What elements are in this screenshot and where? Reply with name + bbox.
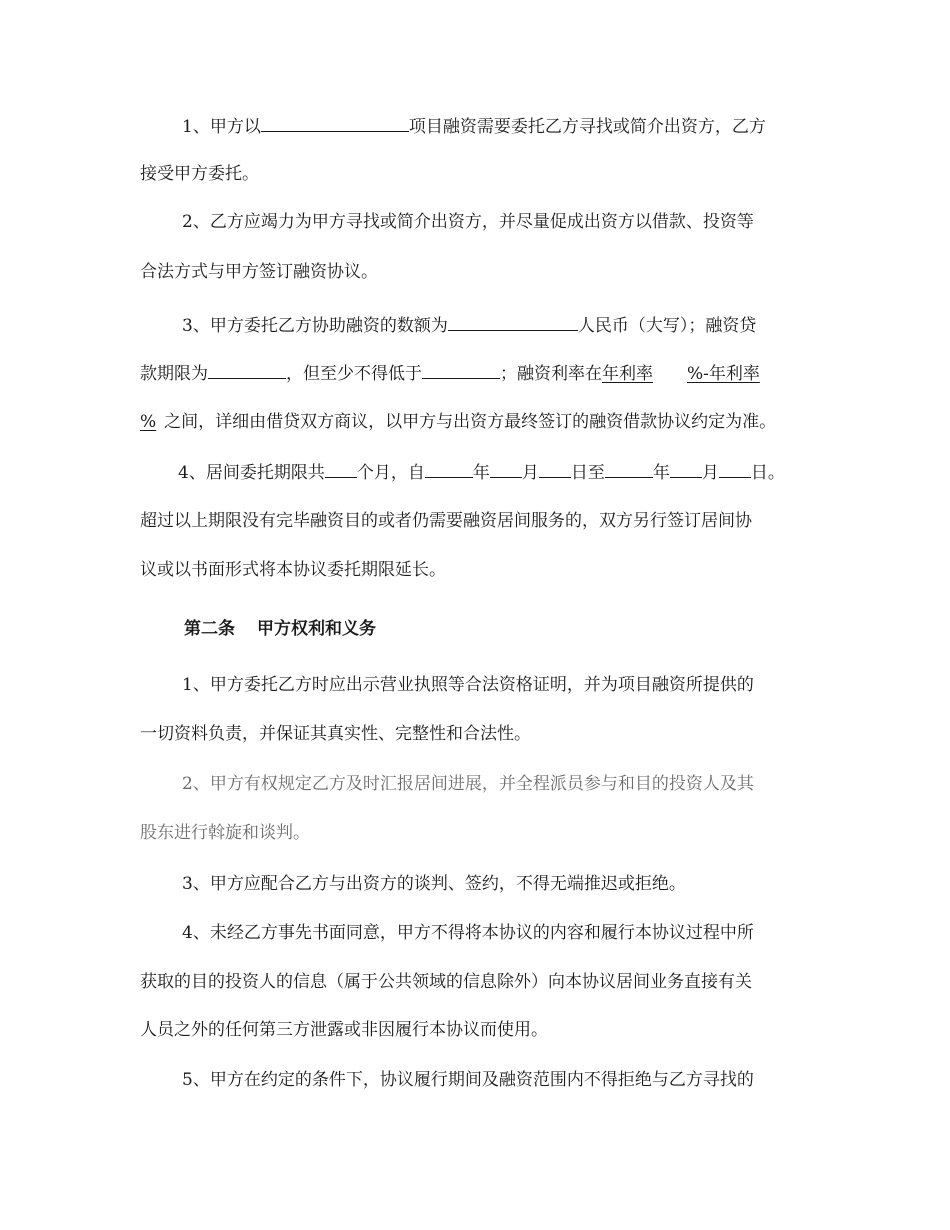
end-day-blank bbox=[719, 460, 751, 478]
clause-1-lead: 1、甲方以 bbox=[182, 117, 261, 137]
clause-2-line-2: 合法方式与甲方签订融资协议。 bbox=[140, 262, 378, 282]
day-to-label: 日至 bbox=[570, 463, 605, 483]
start-month-blank bbox=[490, 460, 522, 478]
day-label-2: 日。 bbox=[750, 463, 785, 483]
annual-rate-low: 年利率 %-年利率 bbox=[602, 364, 760, 384]
end-year-blank bbox=[605, 460, 653, 478]
clause-1-rest: 项目融资需要委托乙方寻找或简介出资方，乙方 bbox=[408, 117, 766, 137]
clause-2-line-1: 2、乙方应竭力为甲方寻找或简介出资方，并尽量促成出资方以借款、投资等 bbox=[182, 212, 754, 232]
clause-3-tail: 之间，详细由借贷双方商议，以甲方与出资方最终签订的融资借款协议约定为准。 bbox=[164, 412, 777, 432]
start-year-blank bbox=[425, 460, 473, 478]
article-2-p2-line-1: 2、甲方有权规定乙方及时汇报居间进展，并全程派员参与和目的投资人及其 bbox=[182, 774, 754, 794]
article-2-p1-line-2: 一切资料负责，并保证其真实性、完整性和合法性。 bbox=[140, 724, 531, 744]
article-2-heading bbox=[184, 617, 376, 641]
clause-3-line-3 bbox=[140, 410, 776, 434]
clause-3-line-1 bbox=[182, 313, 756, 338]
end-month-blank bbox=[670, 460, 702, 478]
article-2-title: 甲方权利和义务 bbox=[257, 619, 376, 639]
article-2-p2-line-2: 股东进行斡旋和谈判。 bbox=[140, 823, 310, 843]
article-2-p5-line-1: 5、甲方在约定的条件下，协议履行期间及融资范围内不得拒绝与乙方寻找的 bbox=[182, 1070, 754, 1090]
month-label-2: 月 bbox=[701, 463, 719, 483]
loan-term-label: 款期限为 bbox=[140, 364, 208, 384]
clause-1-line-1 bbox=[182, 114, 766, 139]
article-2-p4-line-2: 获取的目的投资人的信息（属于公共领域的信息除外）向本协议居间业务直接有关 bbox=[140, 972, 752, 992]
article-2-p3-line-1: 3、甲方应配合乙方与出资方的谈判、签约，不得无端推迟或拒绝。 bbox=[182, 874, 686, 894]
financing-amount-blank bbox=[448, 313, 578, 331]
clause-4-from: 个月，自 bbox=[356, 463, 425, 483]
start-day-blank bbox=[539, 460, 571, 478]
clause-4-line-1 bbox=[178, 460, 785, 485]
article-2-p4-line-1: 4、未经乙方事先书面同意，甲方不得将本协议的内容和履行本协议过程中所 bbox=[182, 923, 754, 943]
clause-4-line-3: 议或以书面形式将本协议委托期限延长。 bbox=[140, 560, 446, 580]
clause-1-line-2: 接受甲方委托。 bbox=[140, 164, 259, 184]
loan-term-blank bbox=[208, 361, 286, 379]
minimum-term-label: ，但至少不得低于 bbox=[286, 364, 422, 384]
article-2-p1-line-1: 1、甲方委托乙方时应出示营业执照等合法资格证明，并为项目融资所提供的 bbox=[182, 675, 754, 695]
annual-rate-high-percent: % bbox=[140, 412, 157, 432]
clause-3-currency: 人民币（大写）；融资贷 bbox=[577, 316, 757, 336]
year-label: 年 bbox=[472, 463, 490, 483]
clause-3-lead: 3、甲方委托乙方协助融资的数额为 bbox=[182, 316, 448, 336]
clause-4-line-2: 超过以上期限没有完毕融资目的或者仍需要融资居间服务的，双方另行签订居间协 bbox=[140, 511, 752, 531]
article-2-p4-line-3: 人员之外的任何第三方泄露或非因履行本协议而使用。 bbox=[140, 1020, 548, 1040]
project-name-blank bbox=[261, 114, 409, 132]
month-label: 月 bbox=[521, 463, 539, 483]
months-blank bbox=[325, 460, 357, 478]
clause-3-line-2 bbox=[140, 361, 760, 386]
clause-4-lead: 4、居间委托期限共 bbox=[178, 463, 325, 483]
article-2-number: 第二条 bbox=[184, 619, 235, 639]
minimum-term-blank bbox=[422, 361, 500, 379]
year-label-2: 年 bbox=[652, 463, 670, 483]
interest-rate-label: ；融资利率在 bbox=[500, 364, 602, 384]
